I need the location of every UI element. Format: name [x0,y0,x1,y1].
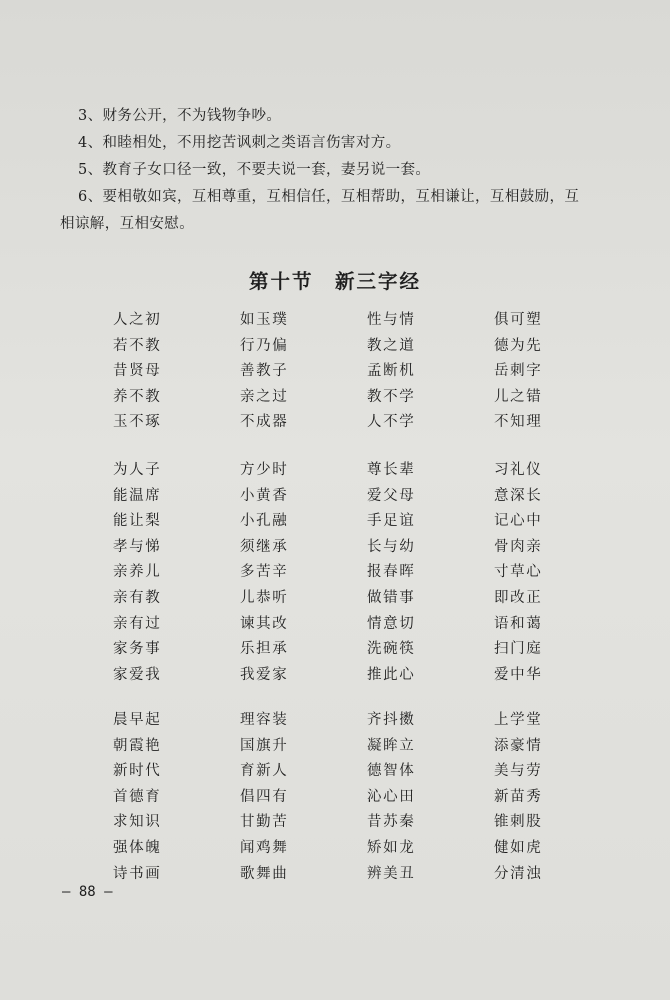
verse-phrase: 晨早起 [113,712,162,728]
verse-phrase: 健如虎 [494,840,543,856]
rule-5: 5、教育子女口径一致，不要夫说一套，妻另说一套。 [78,162,431,178]
verse-phrase: 儿之错 [494,388,543,405]
verse-phrase: 孝与悌 [113,538,162,555]
verse-phrase: 甘勤苦 [240,814,289,831]
verse-phrase: 小孔融 [240,513,289,530]
verse-phrase: 记心中 [494,513,543,530]
verse-phrase: 亲有过 [113,615,162,632]
verse-phrase: 昔苏秦 [367,814,416,831]
verse-phrase: 小黄香 [240,487,289,504]
verse-phrase: 多苦辛 [240,564,289,581]
verse-phrase: 德智体 [367,763,416,780]
verse-phrase: 人之初 [113,312,162,328]
verse-phrase: 能让梨 [113,513,162,530]
verse-phrase: 儿恭听 [240,590,289,606]
verse-phrase: 矫如龙 [367,840,416,856]
verse-phrase: 推此心 [367,666,416,683]
verse-phrase: 亲之过 [240,388,289,405]
verse-phrase: 添豪情 [494,737,543,754]
verse-phrase: 德为先 [494,337,543,354]
verse-phrase: 孟断机 [367,363,416,380]
verse-phrase: 求知识 [113,814,162,831]
verse-phrase: 首德育 [113,788,162,805]
verse-phrase: 为人子 [113,462,162,478]
verse-phrase: 行乃偏 [240,337,289,354]
verse-phrase: 养不教 [113,388,162,405]
verse-phrase: 善教子 [240,363,289,380]
verse-phrase: 方少时 [240,462,289,478]
verse-phrase: 上学堂 [494,712,543,728]
verse-phrase: 新苗秀 [494,788,543,805]
rule-6: 6、要相敬如宾，互相尊重，互相信任，互相帮助，互相谦让，互相鼓励，互 [78,189,580,205]
verse-phrase: 锥刺股 [494,814,543,831]
verse-phrase: 不成器 [240,414,289,431]
verse-phrase: 乐担承 [240,641,289,658]
verse-phrase: 教不学 [367,388,416,405]
verse-phrase: 即改正 [494,590,543,606]
verse-phrase: 倡四有 [240,788,289,805]
verse-phrase: 须继承 [240,538,289,555]
verse-phrase: 理容装 [240,712,289,728]
verse-phrase: 国旗升 [240,737,289,754]
verse-phrase: 诗书画 [113,865,162,882]
verse-phrase: 家爱我 [113,666,162,683]
verse-phrase: 意深长 [494,487,543,504]
verse-phrase: 齐抖擞 [367,712,416,728]
verse-phrase: 亲养儿 [113,564,162,581]
verse-phrase: 尊长辈 [367,462,416,478]
verse-phrase: 玉不琢 [113,414,162,431]
verse-phrase: 若不教 [113,337,162,354]
verse-phrase: 扫门庭 [494,641,543,658]
verse-phrase: 洗碗筷 [367,641,416,658]
verse-phrase: 情意切 [367,615,416,632]
verse-phrase: 性与情 [367,312,416,328]
verse-phrase: 谏其改 [240,615,289,632]
verse-phrase: 凝眸立 [367,737,416,754]
rule-3: 3、财务公开，不为钱物争吵。 [78,108,282,124]
verse-phrase: 亲有教 [113,590,162,606]
verse-phrase: 朝霞艳 [113,737,162,754]
verse-phrase: 美与劳 [494,763,543,780]
verse-phrase: 手足谊 [367,513,416,530]
verse-phrase: 家务事 [113,641,162,658]
verse-phrase: 长与幼 [367,538,416,555]
verse-phrase: 爱父母 [367,487,416,504]
verse-phrase: 习礼仪 [494,462,543,478]
verse-phrase: 教之道 [367,337,416,354]
verse-phrase: 语和蔼 [494,615,543,632]
verse-phrase: 沁心田 [367,788,416,805]
verse-phrase: 昔贤母 [113,363,162,380]
verse-phrase: 分清浊 [494,865,543,882]
verse-phrase: 能温席 [113,487,162,504]
verse-phrase: 歌舞曲 [240,865,289,882]
verse-phrase: 我爱家 [240,666,289,683]
verse-phrase: 如玉璞 [240,312,289,328]
verse-phrase: 报春晖 [367,564,416,581]
verse-phrase: 不知理 [494,414,543,431]
verse-phrase: 做错事 [367,590,416,606]
page-number: — 88 — [62,884,113,900]
verse-phrase: 寸草心 [494,564,543,581]
rule-4: 4、和睦相处，不用挖苦讽刺之类语言伤害对方。 [78,135,401,151]
verse-phrase: 人不学 [367,414,416,431]
verse-phrase: 新时代 [113,763,162,780]
rule-6-continuation: 相谅解，互相安慰。 [60,216,195,232]
verse-phrase: 闻鸡舞 [240,840,289,856]
verse-phrase: 骨肉亲 [494,538,543,555]
verse-phrase: 岳刺字 [494,363,543,380]
section-title: 第十节 新三字经 [248,270,421,293]
verse-phrase: 俱可塑 [494,312,543,328]
verse-phrase: 强体魄 [113,840,162,856]
verse-phrase: 辨美丑 [367,865,416,882]
verse-phrase: 育新人 [240,763,289,780]
verse-phrase: 爱中华 [494,666,543,683]
